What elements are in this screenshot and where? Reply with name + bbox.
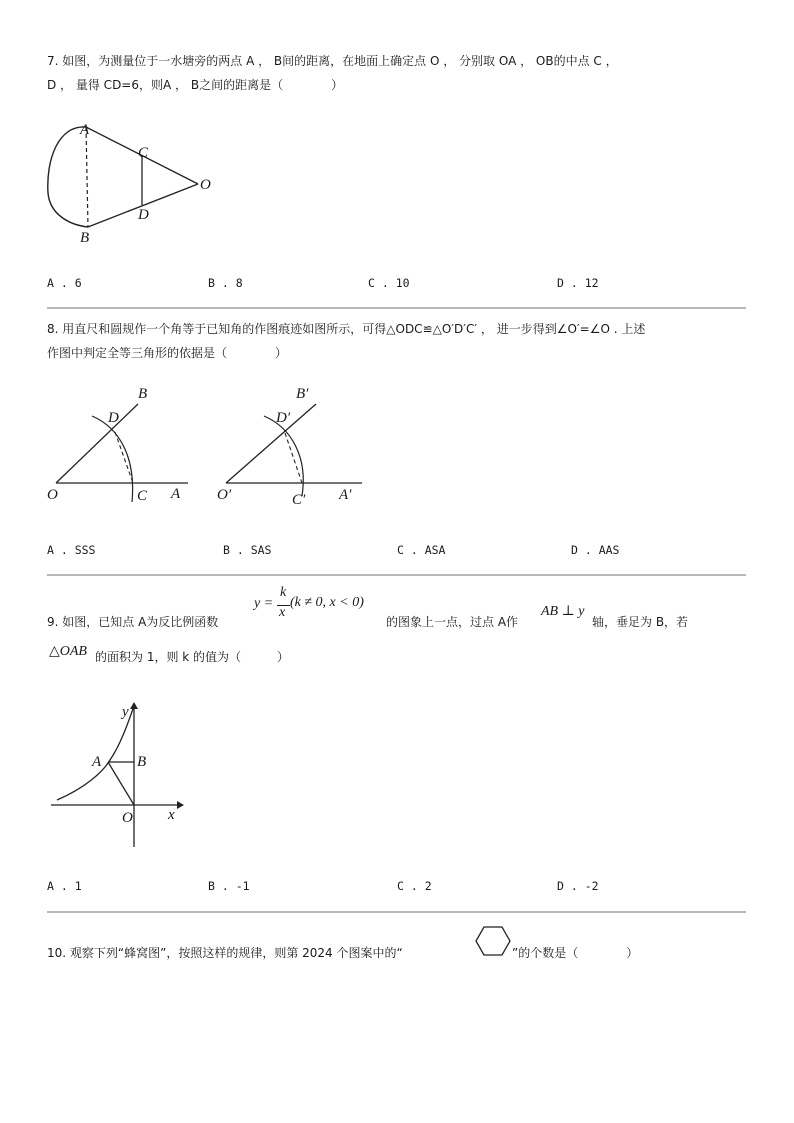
q10-text-prefix: 10. 观察下列“蜂窝图”，按照这样的规律，则第 2024 个图案中的“ [47, 946, 403, 960]
q8-fig2-label-O: O′ [217, 487, 232, 503]
q8-fig1-label-B: B [138, 386, 148, 402]
q8-fig1-label-D: D [108, 410, 119, 426]
q9-label-y: y [122, 704, 129, 720]
q9-formula-num: k [280, 585, 287, 600]
q8-fig1-label-A: A [171, 486, 181, 502]
q9-perp: AB ⊥ y [541, 604, 585, 619]
q7-label-D: D [138, 207, 149, 223]
q9-option-a[interactable]: A . 1 [47, 879, 82, 893]
divider [47, 574, 746, 576]
hexagon-icon [474, 925, 512, 957]
q7-pond [48, 127, 88, 227]
q8-text-line2: 作图中判定全等三角形的依据是（ ） [47, 346, 288, 360]
q9-formula-y: y = [254, 596, 274, 611]
q9-option-b[interactable]: B . -1 [208, 879, 250, 893]
q9-text-suffix: 轴，垂足为 B，若 [592, 615, 689, 629]
q9-figure [45, 700, 185, 850]
divider [47, 911, 746, 913]
q7-option-c[interactable]: C . 10 [368, 276, 410, 290]
q9-text-line2: 的面积为 1，则 k 的值为（ ） [95, 650, 290, 664]
q7-figure [40, 115, 230, 250]
q9-option-c[interactable]: C . 2 [397, 879, 432, 893]
q9-label-A: A [92, 754, 102, 770]
q8-fig2-label-B: B′ [296, 386, 309, 402]
q9-label-B: B [137, 754, 147, 770]
q9-text-middle: 的图象上一点，过点 A作 [386, 615, 519, 629]
q7-text-line1: 7. 如图，为测量位于一水塘旁的两点 A ， B间的距离，在地面上确定点 O ， 分别取 OA ， OB的中点 C ， [47, 54, 618, 68]
q8-fig1-label-O: O [47, 487, 58, 503]
q8-option-b[interactable]: B . SAS [223, 543, 272, 557]
q9-option-d[interactable]: D . -2 [557, 879, 599, 893]
divider [47, 307, 746, 309]
q7-label-A: A [80, 122, 90, 138]
q7-label-O: O [200, 177, 211, 193]
q7-option-a[interactable]: A . 6 [47, 276, 82, 290]
q9-formula-cond: (k ≠ 0, x < 0) [290, 595, 364, 610]
q8-fig2-label-A: A′ [339, 487, 352, 503]
q9-label-x: x [168, 807, 175, 823]
q10-text-suffix: ”的个数是（ ） [512, 946, 639, 960]
q7-option-d[interactable]: D . 12 [557, 276, 599, 290]
q8-option-c[interactable]: C . ASA [397, 543, 446, 557]
q9-formula [254, 585, 384, 631]
q7-option-b[interactable]: B . 8 [208, 276, 243, 290]
q8-figure-2 [212, 380, 372, 515]
q8-text-line1: 8. 用直尺和圆规作一个角等于已知角的作图痕迹如图所示，可得△ODC≌△O′D′C′ ， 进一步得到∠O′=∠O . 上述 [47, 322, 646, 336]
q8-figure-1 [40, 380, 200, 510]
q8-fig1-label-C: C [137, 488, 148, 504]
q7-label-B: B [80, 230, 90, 246]
q8-option-a[interactable]: A . SSS [47, 543, 96, 557]
q9-text-prefix: 9. 如图，已知点 A为反比例函数 [47, 615, 219, 629]
q7-label-C: C [138, 145, 149, 161]
q8-option-d[interactable]: D . AAS [571, 543, 620, 557]
q9-label-O: O [122, 810, 133, 826]
q7-text-line2: D ， 量得 CD=6，则A ， B之间的距离是（ ） [47, 78, 344, 92]
q9-formula-den: x [279, 605, 286, 620]
q8-fig2-label-C: C′ [292, 492, 306, 508]
q8-fig2-label-D: D′ [276, 410, 291, 426]
q9-triangle: △OAB [49, 644, 87, 659]
